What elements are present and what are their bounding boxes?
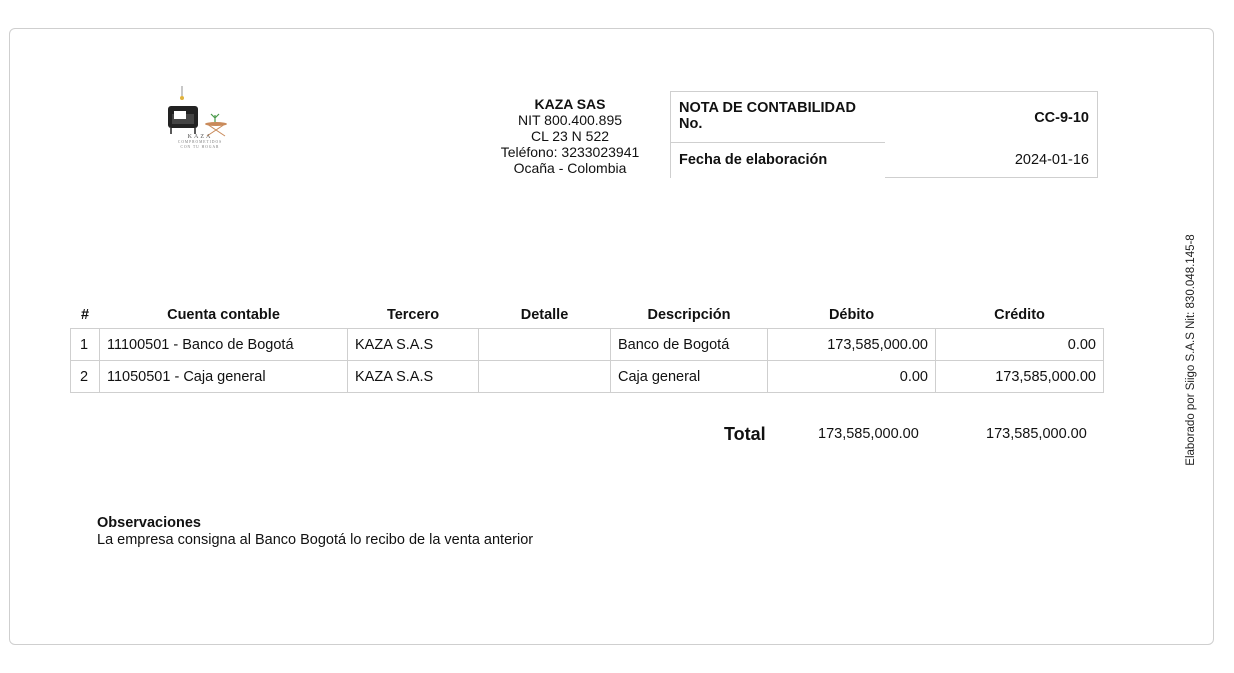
total-debito: 173,585,000.00 <box>818 426 919 442</box>
table-row <box>71 361 1104 393</box>
cell-tercero: KAZA S.A.S <box>348 361 479 393</box>
company-name: KAZA SAS <box>534 96 606 112</box>
cell-debito: 173,585,000.00 <box>768 329 936 361</box>
col-header-number: # <box>80 307 90 323</box>
nota-number-value: CC-9-10 <box>1034 110 1089 126</box>
company-nit: NIT 800.400.895 <box>517 112 623 128</box>
cell-descripcion: Banco de Bogotá <box>611 329 768 361</box>
cell-detalle <box>479 329 611 361</box>
cell-credito: 173,585,000.00 <box>936 361 1104 393</box>
cell-credito: 0.00 <box>936 329 1104 361</box>
nota-number-label: NOTA DE CONTABILIDAD No. <box>679 100 856 132</box>
logo-tagline-2: CON TU HOGAR <box>180 145 220 149</box>
cell-cuenta: 11100501 - Banco de Bogotá <box>100 329 348 361</box>
cell-cuenta: 11050501 - Caja general <box>100 361 348 393</box>
col-header-cuenta: Cuenta contable <box>167 307 280 323</box>
col-header-detalle: Detalle <box>520 307 569 323</box>
col-header-descripcion: Descripción <box>647 307 731 323</box>
cell-detalle <box>479 361 611 393</box>
company-city: Ocaña - Colombia <box>513 160 627 176</box>
table-header-row <box>71 302 1104 329</box>
divider <box>671 142 885 143</box>
col-header-tercero: Tercero <box>386 307 440 323</box>
observaciones-section <box>97 515 533 549</box>
company-phone: Teléfono: 3233023941 <box>500 144 640 160</box>
cell-number: 2 <box>71 361 100 393</box>
company-info <box>480 96 660 176</box>
company-address: CL 23 N 522 <box>530 128 610 144</box>
col-header-debito: Débito <box>828 307 875 323</box>
cell-tercero: KAZA S.A.S <box>348 329 479 361</box>
nota-box <box>670 91 1098 178</box>
cell-debito: 0.00 <box>768 361 936 393</box>
observaciones-text: La empresa consigna al Banco Bogotá lo recibo de la venta anterior <box>97 532 534 548</box>
observaciones-title: Observaciones <box>97 515 201 531</box>
total-label: Total <box>724 424 766 444</box>
divider <box>671 177 885 178</box>
company-logo <box>160 84 240 180</box>
entries-table <box>70 302 1104 393</box>
vertical-footer-text: Elaborado por Siigo S.A.S Nit: 830.048.145-8 <box>1185 234 1197 466</box>
logo-tagline-1: COMPROMETIDOS <box>177 140 223 144</box>
cell-descripcion: Caja general <box>611 361 768 393</box>
table-row <box>71 329 1104 361</box>
col-header-credito: Crédito <box>994 307 1045 323</box>
cell-number: 1 <box>71 329 100 361</box>
nota-date-label: Fecha de elaboración <box>679 152 828 168</box>
total-credito: 173,585,000.00 <box>986 426 1087 442</box>
nota-date-value: 2024-01-16 <box>1014 152 1089 168</box>
logo-brand: KAZA <box>187 134 213 140</box>
